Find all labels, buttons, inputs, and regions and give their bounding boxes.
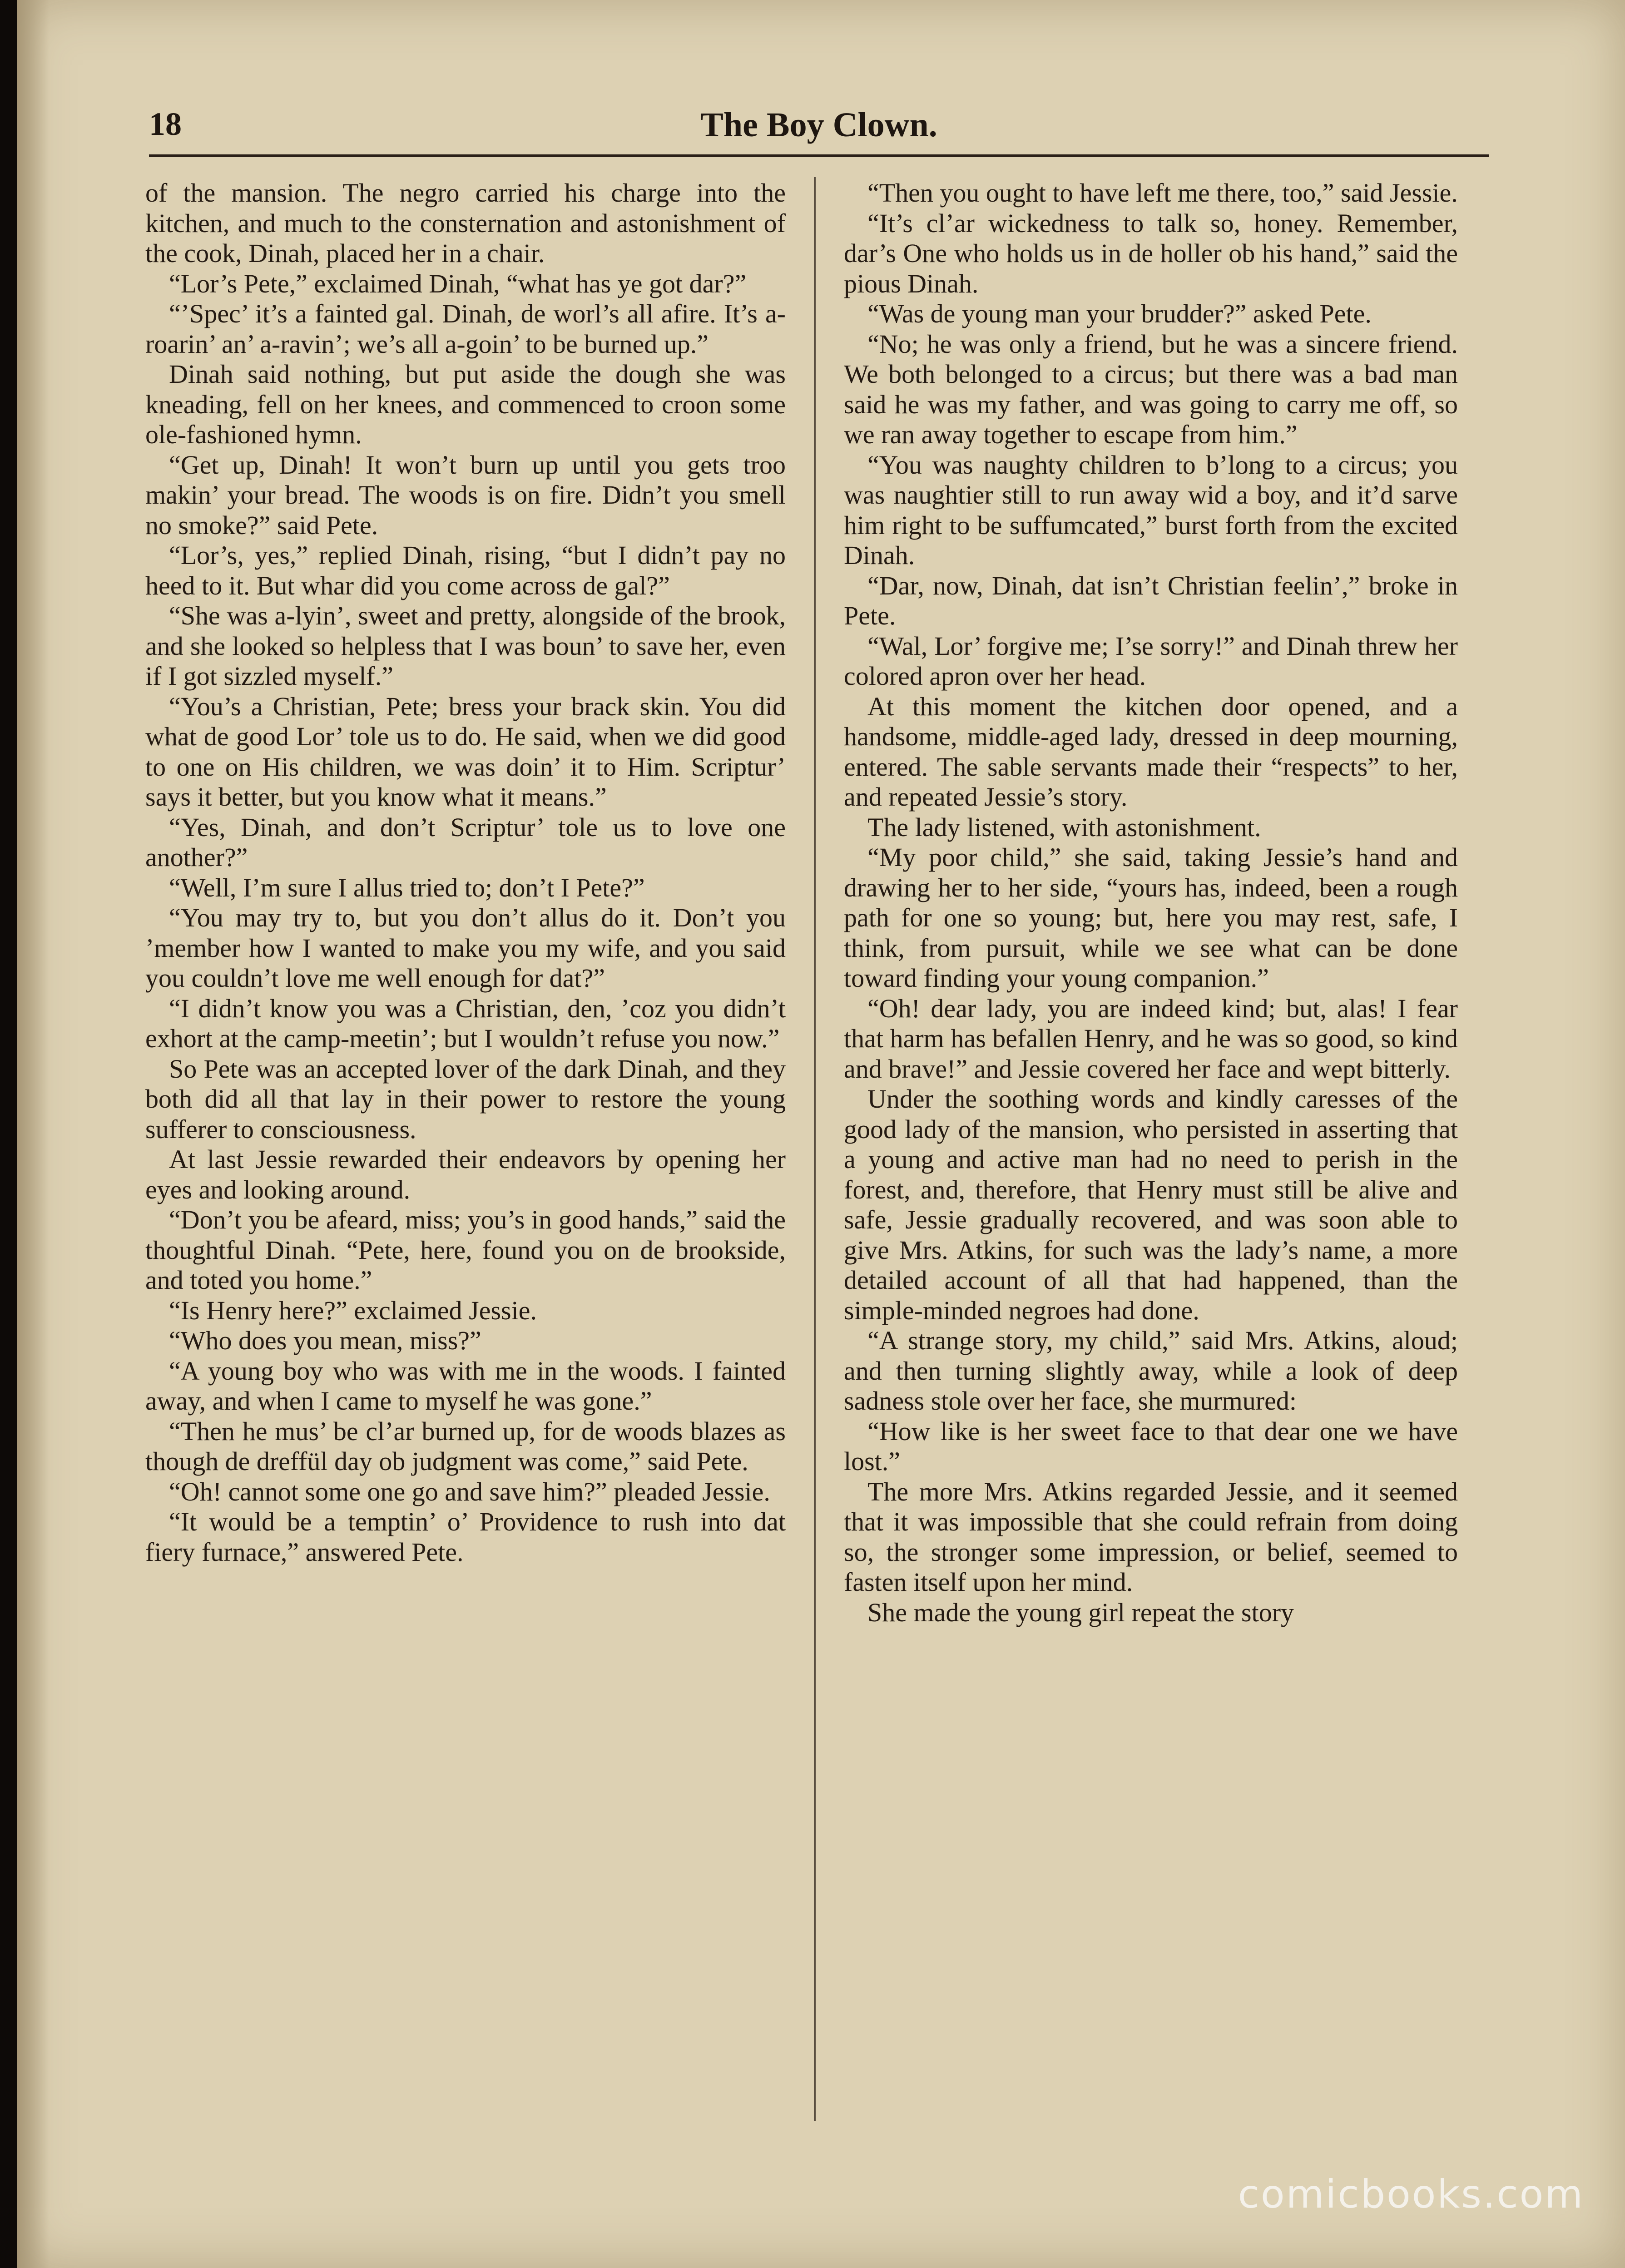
paragraph: “You may try to, but you don’t allus do it. Don’t you ’member how I wanted to make you my wife, and you said you couldn’t love me well enough for dat?” <box>145 903 786 993</box>
paragraph: “She was a-lyin’, sweet and pretty, alongside of the brook, and she looked so helpless that I was boun’ to save her, even if I got sizzled myself.” <box>145 601 786 691</box>
paragraph: At last Jessie rewarded their endeavors by opening her eyes and looking around. <box>145 1144 786 1204</box>
paragraph: “A strange story, my child,” said Mrs. Atkins, aloud; and then turning slightly away, while a look of deep sadness stole over her face, she murmured: <box>844 1326 1458 1416</box>
paragraph: “Then he mus’ be cl’ar burned up, for de woods blazes as though de dreffül day ob judgment was come,” said Pete. <box>145 1416 786 1476</box>
paragraph: Dinah said nothing, but put aside the dough she was kneading, fell on her knees, and commenced to croon some ole-fashioned hymn. <box>145 359 786 449</box>
page-number: 18 <box>149 106 182 142</box>
paragraph: “How like is her sweet face to that dear one we have lost.” <box>844 1416 1458 1476</box>
paragraph: “No; he was only a friend, but he was a sincere friend. We both belonged to a circus; but there was a bad man said he was my father, and was going to carry me off, so we ran away together to escape from him.” <box>844 329 1458 449</box>
left-column <box>145 178 786 2149</box>
paragraph: The more Mrs. Atkins regarded Jessie, and it seemed that it was impossible that she could refrain from doing so, the stronger some impression, or belief, seemed to fasten itself upon her mind. <box>844 1476 1458 1597</box>
paragraph: “’Spec’ it’s a fainted gal. Dinah, de worl’s all afire. It’s a-roarin’ an’ a-ravin’; we’s all a-goin’ to be burned up.” <box>145 299 786 359</box>
paragraph: She made the young girl repeat the story <box>867 1597 1294 1627</box>
paragraph: The lady listened, with astonishment. <box>867 812 1261 842</box>
column-divider <box>814 177 816 2121</box>
paragraph: “A young boy who was with me in the woods. I fainted away, and when I came to myself he was gone.” <box>145 1356 786 1416</box>
book-page <box>17 0 1625 2268</box>
paragraph: “Is Henry here?” exclaimed Jessie. <box>169 1295 537 1325</box>
paragraph: “Was de young man your brudder?” asked Pete. <box>867 299 1372 328</box>
paragraph: “Oh! cannot some one go and save him?” pleaded Jessie. <box>169 1476 770 1506</box>
paragraph: Under the soothing words and kindly caresses of the good lady of the mansion, who persisted in asserting that a young and active man had no need to perish in the forest, and, therefore, that Henry must still be alive and safe, Jessie gradually recovered, and was soon able to give Mrs. Atkins, for such was the lady’s name, a more detailed account of all that had happened, than the simple-minded negroes had done. <box>844 1084 1458 1325</box>
watermark: comicbooks.com <box>1238 2172 1584 2217</box>
paragraph: “It’s cl’ar wickedness to talk so, honey. Remember, dar’s One who holds us in de holler ob his hand,” said the pious Dinah. <box>844 208 1458 298</box>
running-title: The Boy Clown. <box>700 105 937 144</box>
paragraph: “It would be a temptin’ o’ Providence to rush into dat fiery furnace,” answered Pete. <box>145 1507 786 1567</box>
paragraph: “Get up, Dinah! It won’t burn up until you gets troo makin’ your bread. The woods is on fire. Didn’t you smell no smoke?” said Pete. <box>145 450 786 540</box>
paragraph: So Pete was an accepted lover of the dark Dinah, and they both did all that lay in their power to restore the young sufferer to consciousness. <box>145 1054 786 1144</box>
paragraph: “You’s a Christian, Pete; bress your brack skin. You did what de good Lor’ tole us to do. He said, when we did good to one on His children, we was doin’ it to Him. Scriptur’ says it better, but you know what it means.” <box>145 691 786 812</box>
paragraph: “Lor’s Pete,” exclaimed Dinah, “what has ye got dar?” <box>169 268 747 298</box>
paragraph: “Dar, now, Dinah, dat isn’t Christian feelin’,” broke in Pete. <box>844 570 1458 630</box>
paragraph: At this moment the kitchen door opened, and a handsome, middle-aged lady, dressed in deep mourning, entered. The sable servants made their “respects” to her, and repeated Jessie’s story. <box>844 691 1458 812</box>
paragraph: “Lor’s, yes,” replied Dinah, rising, “but I didn’t pay no heed to it. But whar did you come across de gal?” <box>145 540 786 600</box>
paragraph: “Who does you mean, miss?” <box>169 1326 481 1355</box>
right-column <box>844 178 1458 2149</box>
paragraph: “You was naughty children to b’long to a circus; you was naughtier still to run away wid a boy, and it’d sarve him right to be suffumcated,” burst forth from the excited Dinah. <box>844 450 1458 570</box>
paragraph: “My poor child,” she said, taking Jessie’s hand and drawing her to her side, “yours has, indeed, been a rough path for one so young; but, here you may rest, safe, I think, from pursuit, while we see what can be done toward finding your young companion.” <box>844 842 1458 993</box>
paragraph: of the mansion. The negro carried his charge into the kitchen, and much to the consternation and astonishment of the cook, Dinah, placed her in a chair. <box>145 178 786 268</box>
paragraph: “Then you ought to have left me there, too,” said Jessie. <box>867 178 1458 208</box>
paragraph: “Oh! dear lady, you are indeed kind; but, alas! I fear that harm has befallen Henry, and he was so good, so kind and brave!” and Jessie covered her face and wept bitterly. <box>844 993 1458 1084</box>
paragraph: “I didn’t know you was a Christian, den, ’coz you didn’t exhort at the camp-meetin’; but I wouldn’t refuse you now.” <box>145 993 786 1053</box>
page-header <box>149 95 1489 157</box>
paragraph: “Well, I’m sure I allus tried to; don’t I Pete?” <box>169 872 645 902</box>
paragraph: “Yes, Dinah, and don’t Scriptur’ tole us to love one another?” <box>145 812 786 872</box>
paragraph: “Wal, Lor’ forgive me; I’se sorry!” and Dinah threw her colored apron over her head. <box>844 631 1458 691</box>
paragraph: “Don’t you be afeard, miss; you’s in good hands,” said the thoughtful Dinah. “Pete, here, found you on de brookside, and toted you home.” <box>145 1205 786 1295</box>
